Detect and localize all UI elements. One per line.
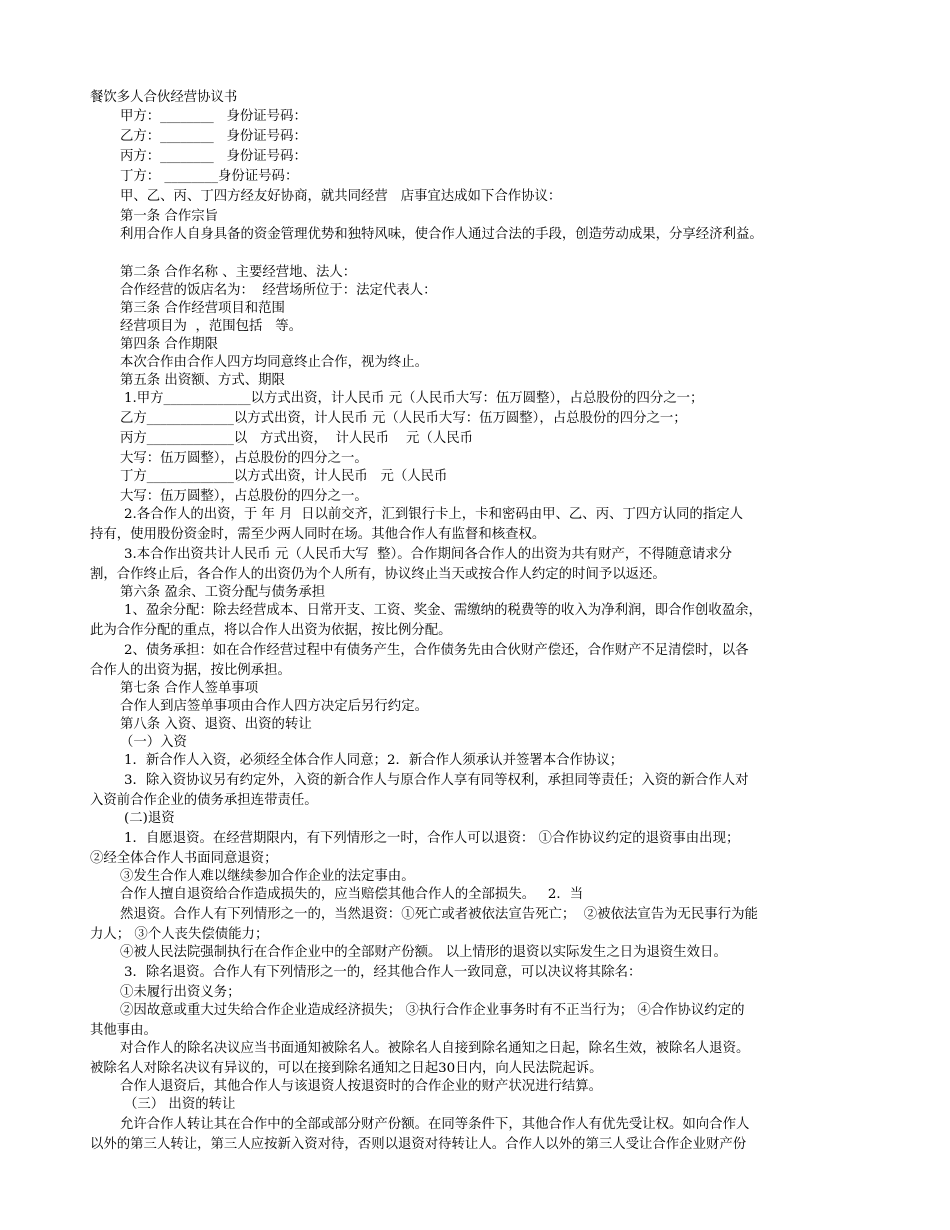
article-5-item-2: 2.各合作人的出资，于 年 月 日以前交齐，汇到银行卡上，卡和密码由甲、乙、丙、丁四方认同的指定人 [124,507,743,522]
section-2-compensation: 合作人擅自退资给合作造成损失的，应当赔偿其他合作人的全部损失。 2．当 [120,887,584,902]
section-2-item-3-cond-1: ①未履行出资义务； [120,985,241,1000]
party-b-line: 乙方：________ 身份证号码： [120,129,307,144]
article-4-text: 本次合作由合作人四方均同意终止合作，视为终止。 [120,355,428,370]
section-2-notice: 对合作人的除名决议应当书面通知被除名人。被除名人自接到除名通知之日起，除名生效，被除名人退资。 [120,1041,750,1056]
section-2-item-2-cont-2: ④被人民法院强制执行在合作企业中的全部财产份额。 以上情形的退资以实际发生之日为退资生效日。 [120,945,727,960]
section-3-text-cont: 以外的第三人转让，第三人应按新入资对待，否则以退资对待转让人。合作人以外的第三人受让合作企业财产份 [90,1137,747,1152]
section-2-heading: (二)退资 [124,811,175,826]
article-6-item-1-cont: 此为合作分配的重点，将以合作人出资为依据，按比例分配。 [90,623,452,638]
article-5-party-c: 丙方_____________以 方式出资， 计人民币 元（人民币 [120,431,473,446]
article-6-item-1: 1、盈余分配：除去经营成本、日常开支、工资、奖金、需缴纳的税费等的收入为净利润，即合作创收盈余， [124,603,762,618]
document-title: 餐饮多人合伙经营协议书 [90,90,238,105]
article-3-text: 经营项目为 ，范围包括 等。 [120,319,302,334]
article-5-item-1: 1.甲方_____________以方式出资，计人民币 元（人民币大写：伍万圆整），占总股份的四分之一； [124,391,704,406]
article-7-text: 合作人到店签单事项由合作人四方决定后另行约定。 [120,699,428,714]
article-5-item-2-cont: 持有，使用股份资金时，需至少两人同时在场。其他合作人有监督和核查权。 [90,527,546,542]
article-5-item-3: 3.本合作出资共计人民币 元（人民币大写 整）。合作期间各合作人的出资为共有财产，不得随意请求分 [124,547,733,562]
party-c-line: 丙方：________ 身份证号码： [120,149,307,164]
article-6-item-2: 2、债务承担：如在合作经营过程中有债务产生，合作债务先由合伙财产偿还，合作财产不足清偿时，以各 [124,643,749,658]
section-3-heading: （三） 出资的转让 [124,1097,236,1112]
section-2-item-1-cont-2: ③发生合作人难以继续参加合作企业的法定事由。 [120,869,415,884]
section-2-item-1-cont: ②经全体合作人书面同意退资； [90,851,278,866]
article-5-party-c-cont: 大写：伍万圆整），占总股份的四分之一。 [120,451,368,466]
section-2-settlement: 合作人退资后，其他合作人与该退资人按退资时的合作企业的财产状况进行结算。 [120,1079,603,1094]
section-2-item-2: 然退资。合作人有下列情形之一的，当然退资：①死亡或者被依法宣告死亡； ②被依法宣告为无民事行为能 [120,907,758,922]
party-d-line: 丁方： ________身份证号码： [120,169,299,184]
section-2-item-1: 1．自愿退资。在经营期限内，有下列情形之一时，合作人可以退资： ①合作协议约定的退资事由出现； [124,831,740,846]
party-a-line: 甲方：________ 身份证号码： [120,109,307,124]
section-3-text: 允许合作人转让其在合作中的全部或部分财产份额。在同等条件下，其他合作人有优先受让权。如向合作人 [120,1117,750,1132]
article-1-heading: 第一条 合作宗旨 [120,209,218,224]
article-1-text: 利用合作人自身具备的资金管理优势和独特风味，使合作人通过合法的手段，创造劳动成果，分享经济利益。 [120,227,763,242]
section-2-item-3-cond-2: ②因故意或重大过失给合作企业造成经济损失； ③执行合作企业事务时有不正当行为； ④合作协议约定的 [120,1003,745,1018]
intro-paragraph: 甲、乙、丙、丁四方经友好协商，就共同经营 店事宜达成如下合作协议： [120,189,562,204]
article-5-heading: 第五条 出资额、方式、期限 [120,373,285,388]
article-3-heading: 第三条 合作经营项目和范围 [120,301,285,316]
section-2-item-3: 3．除名退资。合作人有下列情形之一的，经其他合作人一致同意，可以决议将其除名： [124,965,642,980]
article-5-item-3-cont: 割，合作终止后，各合作人的出资仍为个人所有，协议终止当天或按合作人约定的时间予以返还。 [90,567,666,582]
article-5-party-d: 丁方_____________以方式出资，计人民币 元（人民币 [120,469,448,484]
section-2-item-3-cond-cont: 其他事由。 [90,1023,157,1038]
article-8-heading: 第八条 入资、退资、出资的转让 [120,717,312,732]
article-6-heading: 第六条 盈余、工资分配与债务承担 [120,585,326,600]
section-1-item-3-cont: 入资前合作企业的债务承担连带责任。 [90,793,318,808]
article-7-heading: 第七条 合作人签单事项 [120,681,259,696]
section-1-item-3: 3．除入资协议另有约定外，入资的新合作人与原合作人享有同等权利，承担同等责任；入资的新合作人对 [124,773,749,788]
article-4-heading: 第四条 合作期限 [120,337,218,352]
section-1-heading: （一）入资 [120,735,187,750]
article-2-heading: 第二条 合作名称 、主要经营地、法人： [120,265,357,280]
article-5-party-d-cont: 大写：伍万圆整），占总股份的四分之一。 [120,489,368,504]
article-6-item-2-cont: 合作人的出资为据，按比例承担。 [90,663,291,678]
section-2-notice-cont: 被除名人对除名决议有异议的，可以在接到除名通知之日起30日内，向人民法院起诉。 [90,1061,603,1076]
article-5-party-b: 乙方_____________以方式出资，计人民币 元（人民币大写：伍万圆整），占总股份的四分之一； [120,411,687,426]
section-1-item-1-2: 1．新合作人入资，必须经全体合作人同意；2．新合作人须承认并签署本合作协议； [124,753,624,768]
section-2-item-2-cont: 力人； ③个人丧失偿债能力； [90,927,269,942]
article-2-text: 合作经营的饭店名为： 经营场所位于：法定代表人： [120,283,437,298]
